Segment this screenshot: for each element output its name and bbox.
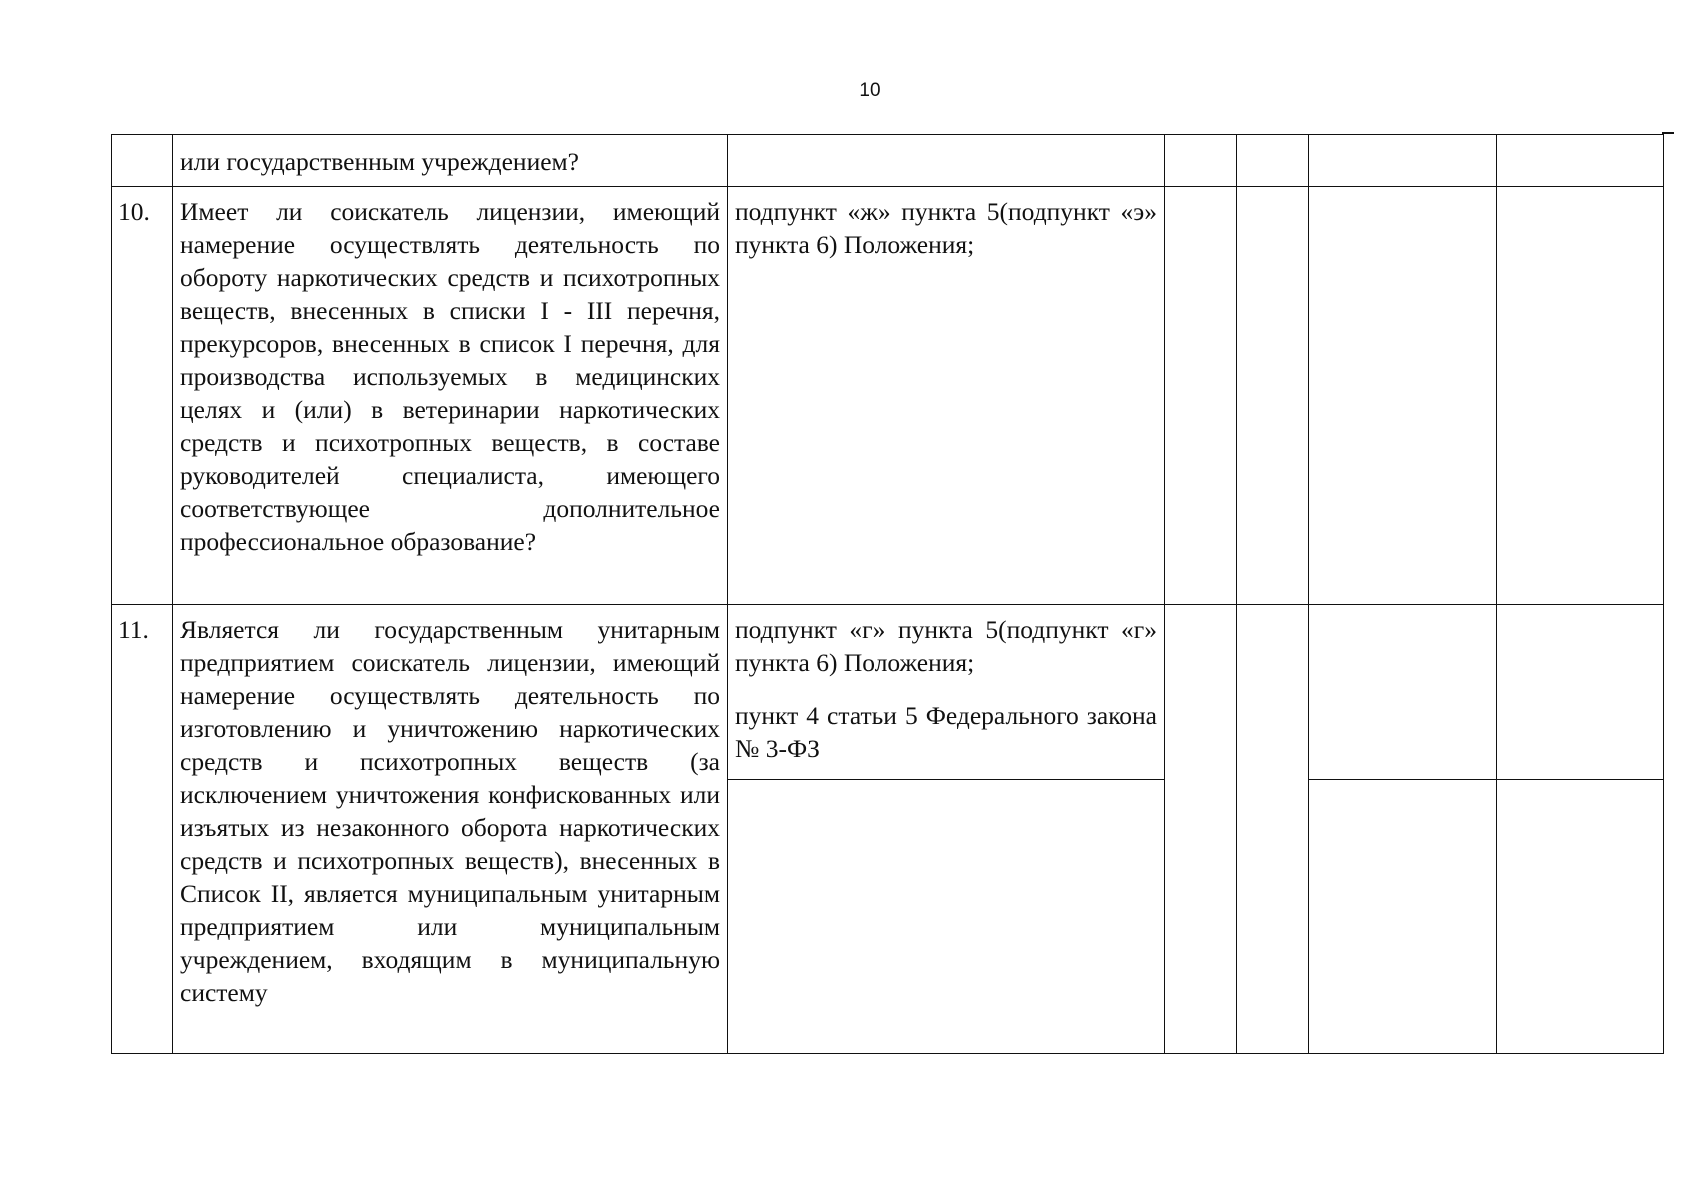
reference-text: пункт 4 статьи 5 Федерального закона № 3-ФЗ: [735, 701, 1157, 763]
row-number-cell: 10.: [112, 187, 173, 605]
note-cell: [1497, 135, 1664, 187]
reference-cell: [728, 135, 1165, 187]
reference-text: подпункт «г» пункта 5(подпункт «г» пункта 6) Положения;: [735, 615, 1157, 677]
note-cell: [1497, 187, 1664, 605]
checklist-table: [111, 134, 1664, 1054]
answer-yes-cell: [1165, 135, 1237, 187]
answer-yes-cell: [1165, 187, 1237, 605]
reference-cell: [728, 187, 1165, 605]
note-cell: [1497, 605, 1664, 780]
not-applicable-cell: [1309, 780, 1497, 1054]
question-cell: или государственным учреждением?: [173, 135, 728, 187]
row-number-cell: 11.: [112, 605, 173, 1054]
answer-no-cell: [1237, 605, 1309, 1054]
page-number: 10: [859, 80, 881, 101]
table-row-continuation: [112, 135, 1664, 187]
table-row-11: [112, 605, 1664, 780]
row-number-cell: [112, 135, 173, 187]
reference-cell: [728, 780, 1165, 1054]
reference-cell: [728, 605, 1165, 780]
note-cell: [1497, 780, 1664, 1054]
answer-no-cell: [1237, 135, 1309, 187]
table-row-10: [112, 187, 1664, 605]
answer-no-cell: [1237, 187, 1309, 605]
question-cell: Является ли государственным унитарным предприятием соискатель лицензии, имеющий намерение осуществлять деятельность по изготовлению и уничтожению наркотических средств и психотропных веществ (за исключением уничтожения конфискованных или изъятых из незаконного оборота наркотических средств и психотропных веществ), внесенных в Список II, является муниципальным унитарным предприятием или муниципальным учреждением, входящим в муниципальную систему: [173, 605, 728, 1054]
not-applicable-cell: [1309, 135, 1497, 187]
not-applicable-cell: [1309, 605, 1497, 780]
answer-yes-cell: [1165, 605, 1237, 1054]
question-cell: Имеет ли соискатель лицензии, имеющий намерение осуществлять деятельность по обороту наркотических средств и психотропных веществ, внесенных в списки I - III перечня, прекурсоров, внесенных в список I перечня, для производства используемых в медицинских целях и (или) в ветеринарии наркотических средств и психотропных веществ, в составе руководителей специалиста, имеющего соответствующее дополнительное профессиональное образование?: [173, 187, 728, 605]
reference-text: подпункт «ж» пункта 5(подпункт «э» пункта 6) Положения;: [735, 197, 1157, 259]
not-applicable-cell: [1309, 187, 1497, 605]
